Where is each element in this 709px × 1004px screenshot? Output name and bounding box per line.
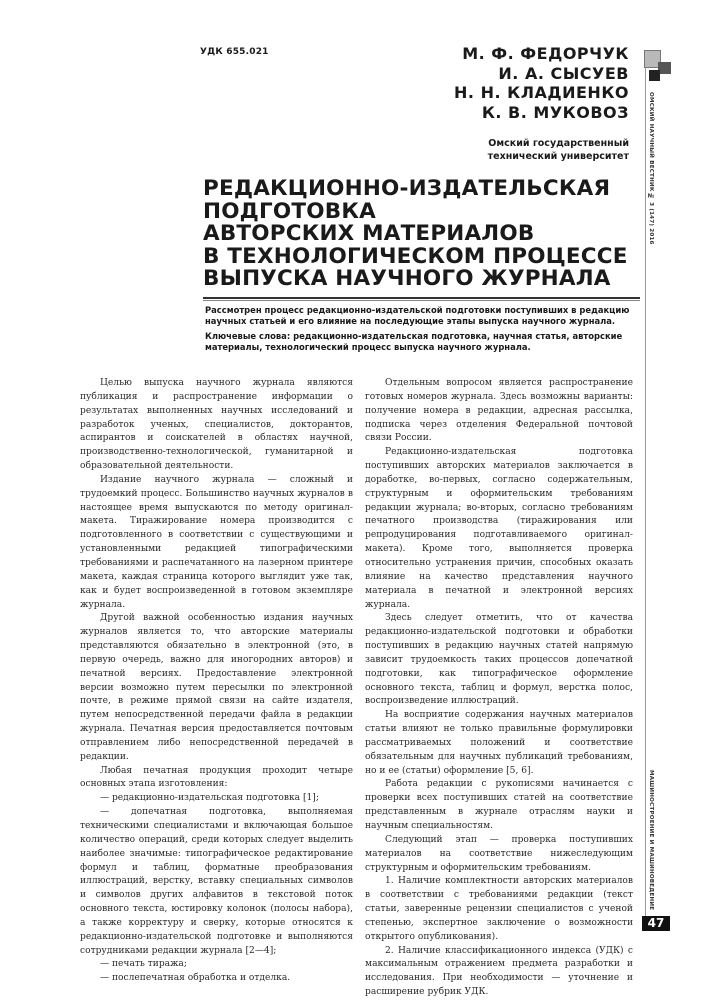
paragraph: Целью выпуска научного журнала являются публикация и распространение информации о результатах выполненных научных исследований и разработок ученых, специалистов, докторантов, аспирантов и соискателей в областях научной, производственно-технологической, гуманитарной и образовательной деятельности. [80, 378, 353, 472]
paragraph: Издание научного журнала — сложный и трудоемкий процесс. Большинство научных журналов в настоящее время выпускаются по методу оригинал-макета. Тиражирование номера производится с подготовленного в соответствии с существующими и установленными редакцией типографическими требованиями и распечатанного на лазерном принтере макета, каждая страница которого выглядит уже так, как и будет воспроизведенной в готовом экземпляре журнала. [80, 474, 353, 610]
abstract: Рассмотрен процесс редакционно-издательской подготовки поступивших в редакцию научных статьей и его влияние на последующие этапы выпуска научного журнала. [205, 305, 630, 326]
paragraph: Здесь следует отметить, что от качества редакционно-издательской подготовки и обработки поступивших в редакцию научных статей напрямую зависит трудоемкость таких процессов допечатной подготовки, как типографическое оформление основного текста, таблиц и формул, верстка полос, воспроизведение иллюстраций. [365, 613, 633, 707]
affiliation [488, 137, 629, 163]
page-number: 47 [642, 916, 670, 931]
title-line: ПОДГОТОВКА [203, 198, 376, 224]
body-column-right [365, 377, 633, 1000]
title-line: АВТОРСКИХ МАТЕРИАЛОВ [203, 221, 535, 246]
author: М. Ф. ФЕДОРЧУК [462, 44, 629, 63]
list-item: 2. Наличие классификационного индекса (УДК) с максимальным отражением предмета разработки и исследования. При необходимости — уточнение и расширение рубрик УДК. [365, 945, 633, 998]
title-line: РЕДАКЦИОННО-ИЗДАТЕЛЬСКАЯ [203, 176, 611, 201]
udk-code: УДК 655.021 [200, 47, 269, 57]
paragraph: Следующий этап — проверка поступивших материалов на соответствие нижеследующим структурным и оформительским требованиям. [365, 834, 633, 873]
decor-square-dark [649, 70, 660, 81]
section-running-head: МАШИНОСТРОЕНИЕ И МАШИНОВЕДЕНИЕ [648, 770, 654, 911]
paragraph: На восприятие содержания научных материалов статьи влияют не только правильные формулировки рассматриваемых положений и соответствие обязательным для научных публикаций требованиям, но и ее (статьи) оформление [5, 6]. [365, 710, 633, 776]
list-item: — послепечатная обработка и отделка. [100, 973, 291, 984]
paragraph: Любая печатная продукция проходит четыре основных этапа изготовления: [80, 765, 353, 790]
list-item: — печать тиража; [100, 959, 187, 970]
title-divider [203, 297, 640, 299]
author: Н. Н. КЛАДИЕНКО [454, 83, 629, 102]
title-line: В ТЕХНОЛОГИЧЕСКОМ ПРОЦЕССЕ [203, 243, 628, 269]
affiliation-line: технический университет [487, 151, 629, 162]
keywords: Ключевые слова: редакционно-издательская подготовка, научная статья, авторские материалы, технологический процесс выпуска научного журнала. [205, 331, 623, 352]
journal-running-head: ОМСКИЙ НАУЧНЫЙ ВЕСТНИК № 3 (147) 2016 [648, 92, 654, 245]
paragraph: Редакционно-издательская подготовка поступивших авторских материалов заключается в доработке, во-первых, согласно содержательным, структурным и оформительским требованиям редакции журнала; во-вторых, согласно требованиям печатного производства (тиражирования или репродуцирования подготавливаемого оригинал-макета). Кроме того, выполняется проверка относительно устранения причин, способных оказать влияние на качество представления научного материала в печатной и электронной версиях журнала. [365, 447, 633, 610]
list-item: 1. Наличие комплектности авторских материалов в соответствии с требованиями редакции (текст статьи, заверенные рецензии специалистов с ученой степенью, экспертное заключение о возможности открытого опубликования). [365, 876, 633, 942]
author-list [454, 44, 629, 122]
list-item: — редакционно-издательская подготовка [1]; [100, 793, 319, 804]
paragraph: Работа редакции с рукописями начинается с проверки всех поступивших статей на соответствие представленным в журнале отраслям науки и научным специальностям. [365, 779, 633, 831]
author: И. А. СЫСУЕВ [498, 63, 629, 83]
body-column-left [80, 377, 353, 986]
affiliation-line: Омский государственный [488, 138, 629, 149]
article-title [203, 178, 628, 291]
paragraph: Другой важной особенностью издания научных журналов является то, что авторские материалы представляются обязательно в электронной (это, в первую очередь, важно для иногородних авторов) и печатной версиях. Предоставление электронной версии возможно путем пересылки по электронной почте, в режиме прямой связи на сайте издателя, путем непосредственной передачи файла в редакции журнала. Печатная версия предоставляется почтовым отправлением либо непосредственной передачей в редакции. [80, 613, 353, 762]
margin-rule [645, 50, 646, 920]
list-item: — допечатная подготовка, выполняемая техническими специалистами и включающая большое количество операций, среди которых следует выделить наиболее значимые: типографическое редактирование формул и таблиц, форматные преобразования иллюстраций, верстку, вставку специальных символов и символов других алфавитов в текстовой поток основного текста, юстировку колонок (полосы набора), а также корректуру и сверку, которые относятся к редакционно-издательской подготовке и выполняются сотрудниками редакции журнала [2—4]; [80, 807, 353, 956]
author: К. В. МУКОВОЗ [481, 102, 629, 122]
title-divider-thin [203, 300, 640, 301]
title-line: ВЫПУСКА НАУЧНОГО ЖУРНАЛА [203, 266, 611, 291]
paragraph: Отдельным вопросом является распространение готовых номеров журнала. Здесь возможны варианты: получение номера в редакции, адресная рассылка, подписка через отделения Федеральной почтовой связи России. [365, 378, 633, 444]
